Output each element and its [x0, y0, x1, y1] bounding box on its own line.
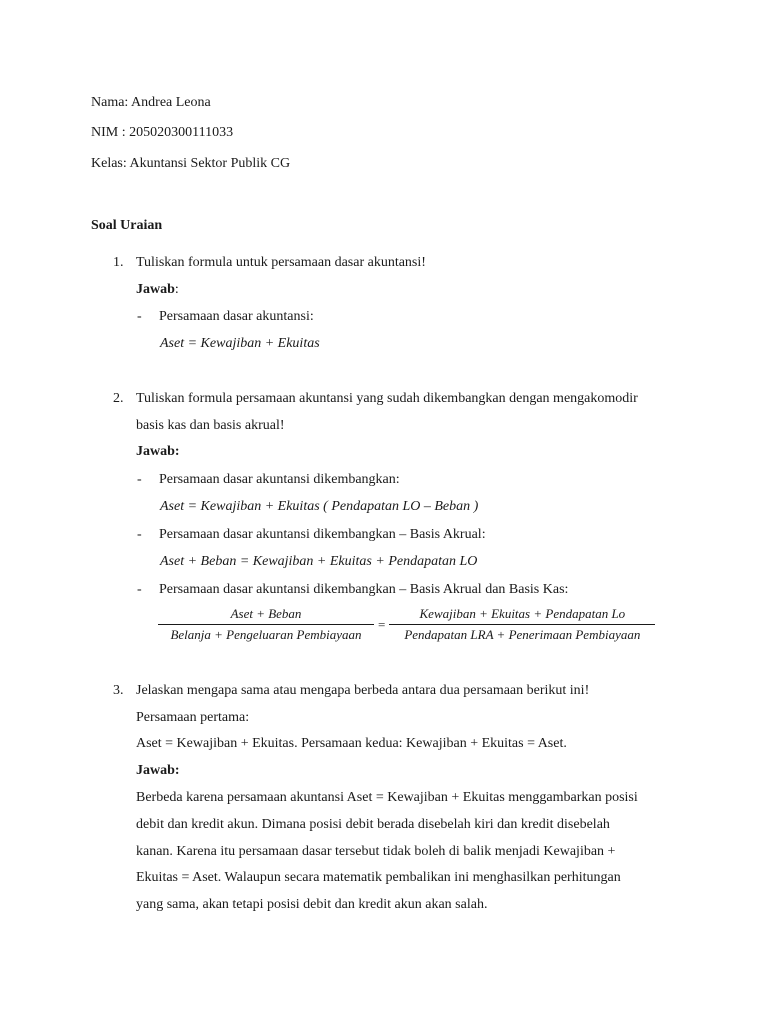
q2-item-2: Persamaan dasar akuntansi dikembangkan – Basis Akrual:	[159, 527, 486, 542]
fraction-left	[158, 606, 374, 643]
q3-number: 3.	[113, 683, 124, 698]
q2-question-line1: Tuliskan formula persamaan akuntansi yang sudah dikembangkan dengan mengakomodir	[136, 391, 638, 406]
q3-line3: Aset = Kewajiban + Ekuitas. Persamaan kedua: Kewajiban + Ekuitas = Aset.	[136, 736, 567, 751]
q2-formula-2: Aset + Beban = Kewajiban + Ekuitas + Pendapatan LO	[160, 554, 478, 569]
fraction-left-numerator: Aset + Beban	[158, 606, 374, 625]
q1-item: Persamaan dasar akuntansi:	[159, 309, 314, 324]
q3-answer-line: Berbeda karena persamaan akuntansi Aset = Kewajiban + Ekuitas menggambarkan posisi	[136, 790, 638, 805]
q1-number: 1.	[113, 255, 124, 270]
q1-answer-colon: :	[174, 282, 179, 297]
q1-answer-label-text: Jawab	[136, 282, 175, 297]
q2-formula-1: Aset = Kewajiban + Ekuitas ( Pendapatan LO – Beban )	[160, 499, 479, 514]
q3-question: Jelaskan mengapa sama atau mengapa berbeda antara dua persamaan berikut ini!	[136, 683, 590, 698]
q2-answer-label: Jawab:	[136, 444, 180, 459]
q3-line2: Persamaan pertama:	[136, 710, 250, 725]
section-title: Soal Uraian	[91, 218, 163, 233]
q3-answer-line: Ekuitas = Aset. Walaupun secara matematik pembalikan ini menghasilkan perhitungan	[136, 870, 621, 885]
fraction-right-denominator: Pendapatan LRA + Penerimaan Pembiayaan	[404, 627, 641, 642]
student-nim: NIM : 205020300111033	[91, 125, 234, 140]
student-class: Kelas: Akuntansi Sektor Publik CG	[91, 156, 291, 171]
q3-answer-line: yang sama, akan tetapi posisi debit dan kredit akun akan salah.	[136, 897, 488, 912]
q3-answer-line: kanan. Karena itu persamaan dasar tersebut tidak boleh di balik menjadi Kewajiban +	[136, 844, 616, 859]
q2-number: 2.	[113, 391, 124, 406]
fraction-left-denominator: Belanja + Pengeluaran Pembiayaan	[170, 627, 362, 642]
q1-bullet: -	[137, 309, 142, 324]
fraction-right	[389, 606, 655, 643]
q3-answer-line: debit dan kredit akun. Dimana posisi debit berada disebelah kiri dan kredit disebelah	[136, 817, 610, 832]
student-name: Nama: Andrea Leona	[91, 95, 211, 110]
q2-item-1: Persamaan dasar akuntansi dikembangkan:	[159, 472, 400, 487]
fraction-equals: =	[378, 616, 386, 632]
q1-answer-label	[136, 281, 179, 299]
fraction-right-numerator: Kewajiban + Ekuitas + Pendapatan Lo	[389, 606, 655, 625]
q2-bullet-3: -	[137, 582, 142, 597]
q2-bullet-2: -	[137, 527, 142, 542]
q1-formula: Aset = Kewajiban + Ekuitas	[160, 336, 320, 351]
q3-answer-label: Jawab:	[136, 763, 180, 778]
q2-bullet-1: -	[137, 472, 142, 487]
q2-question-line2: basis kas dan basis akrual!	[136, 418, 285, 433]
q1-question: Tuliskan formula untuk persamaan dasar akuntansi!	[136, 255, 426, 270]
q2-item-3: Persamaan dasar akuntansi dikembangkan – Basis Akrual dan Basis Kas:	[159, 582, 569, 597]
q2-fraction-formula	[158, 606, 655, 643]
